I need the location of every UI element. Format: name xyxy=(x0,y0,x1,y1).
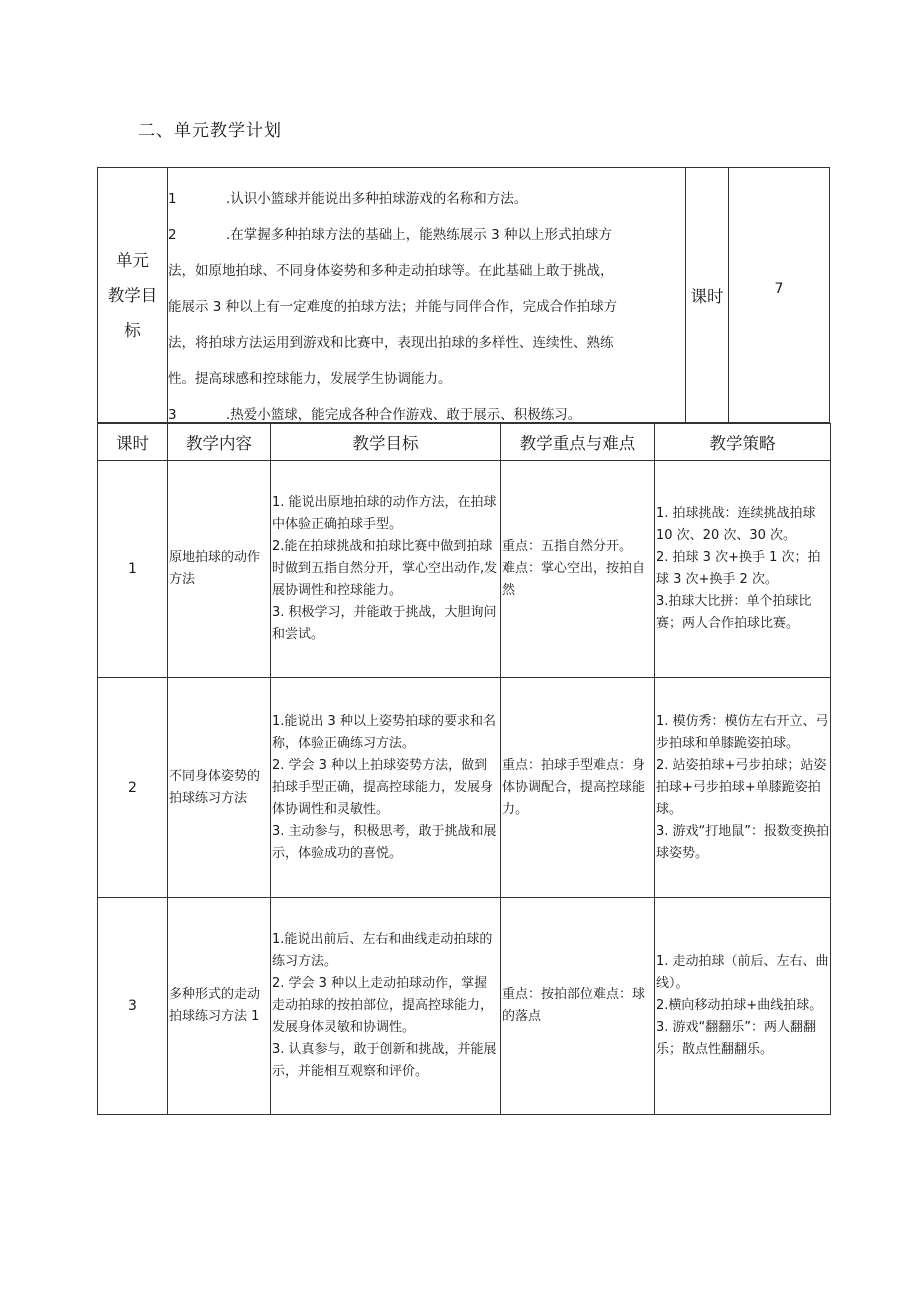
lesson-content: 不同身体姿势的拍球练习方法 xyxy=(168,678,271,898)
unit-goals-label xyxy=(98,168,168,422)
strategy-item: 2.横向移动拍球+曲线拍球。 xyxy=(656,998,823,1013)
lesson-plan-table xyxy=(97,423,831,1115)
lesson-goal-item: 2. 学会 3 种以上走动拍球动作，掌握走动拍球的按拍部位，提高控球能力，发展身体灵敏和协调性。 xyxy=(272,976,494,1035)
lesson-goals xyxy=(271,898,501,1115)
hours-label: 课时 xyxy=(686,168,729,422)
table-row xyxy=(98,898,831,1115)
keypoint-item: 重点：拍球手型难点：身体协调配合，提高控球能力。 xyxy=(502,757,646,817)
lesson-goal-item: 2. 学会 3 种以上拍球姿势方法，做到拍球手型正确，提高控球能力，发展身体协调性和灵敏性。 xyxy=(272,757,494,817)
strategy-item: 1. 走动拍球（前后、左右、曲线）。 xyxy=(656,954,829,991)
lesson-goal-item: 3. 主动参与，积极思考，敢于挑战和展示，体验成功的喜悦。 xyxy=(272,823,497,861)
lesson-number: 1 xyxy=(98,461,168,678)
header-goals: 教学目标 xyxy=(271,424,501,461)
keypoint-item: 重点：五指自然分开。 xyxy=(502,539,633,554)
unit-goals-label-line: 教学目 xyxy=(107,285,158,305)
table-row xyxy=(98,678,831,898)
lesson-strategies xyxy=(655,461,831,678)
lesson-content: 多种形式的走动拍球练习方法 1 xyxy=(168,898,271,1115)
strategy-item: 2. 站姿拍球+弓步拍球；站姿拍球+弓步拍球+单膝跪姿拍球。 xyxy=(656,757,827,817)
lesson-goal-item: 1. 能说出原地拍球的动作方法，在拍球中体验正确拍球手型。 xyxy=(272,495,497,532)
lesson-number: 2 xyxy=(98,678,168,898)
keypoint-item: 难点：掌心空出，按拍自然 xyxy=(502,561,646,598)
header-content: 教学内容 xyxy=(168,424,271,461)
goal-item-2 xyxy=(168,217,685,397)
table-row xyxy=(98,461,831,678)
keypoint-item: 重点：按拍部位难点：球的落点 xyxy=(502,987,646,1024)
goal-line: 性。提高球感和控球能力，发展学生协调能力。 xyxy=(168,371,452,387)
unit-goals-text xyxy=(168,168,686,422)
goal-line: .在掌握多种拍球方法的基础上，能熟练展示 3 种以上形式拍球方 xyxy=(226,227,612,243)
section-heading: 二、单元教学计划 xyxy=(138,121,282,141)
lesson-keypoints xyxy=(501,898,655,1115)
unit-goals-label-line: 标 xyxy=(124,320,141,340)
lesson-number: 3 xyxy=(98,898,168,1115)
lesson-keypoints xyxy=(501,461,655,678)
unit-goals-label-line: 单元 xyxy=(116,250,149,270)
lesson-strategies xyxy=(655,898,831,1115)
table-header-row xyxy=(98,424,831,461)
goal-line: .热爱小篮球，能完成各种合作游戏、敢于展示、积极练习。 xyxy=(226,407,582,423)
lesson-goal-item: 2.能在拍球挑战和拍球比赛中做到拍球时做到五指自然分开，掌心空出动作,发展协调性和控球能力。 xyxy=(272,539,498,598)
goal-line: 能展示 3 种以上有一定难度的拍球方法；并能与同伴合作，完成合作拍球方 xyxy=(168,299,618,315)
header-lesson-number: 课时 xyxy=(98,424,168,461)
strategy-item: 1. 拍球挑战：连续挑战拍球 10 次、20 次、30 次。 xyxy=(656,506,816,543)
lesson-goals xyxy=(271,461,501,678)
header-strategies: 教学策略 xyxy=(655,424,831,461)
lesson-goal-item: 3. 认真参与，敢于创新和挑战，并能展示，并能相互观察和评价。 xyxy=(272,1042,497,1079)
goal-line: 法，将拍球方法运用到游戏和比赛中，表现出拍球的多样性、连续性、熟练 xyxy=(168,335,614,351)
strategy-item: 3.拍球大比拼：单个拍球比赛；两人合作拍球比赛。 xyxy=(656,594,812,631)
lesson-strategies xyxy=(655,678,831,898)
unit-goals-table xyxy=(97,167,830,423)
lesson-goal-item: 3. 积极学习，并能敢于挑战，大胆询问和尝试。 xyxy=(272,605,497,642)
lesson-goal-item: 1.能说出前后、左右和曲线走动拍球的练习方法。 xyxy=(272,932,493,969)
goal-line: 法，如原地拍球、不同身体姿势和多种走动拍球等。在此基础上敢于挑战， xyxy=(168,263,614,279)
goal-number: 2 xyxy=(168,227,177,243)
lesson-content: 原地拍球的动作方法 xyxy=(168,461,271,678)
goal-line: .认识小篮球并能说出多种拍球游戏的名称和方法。 xyxy=(226,191,528,207)
strategy-item: 2. 拍球 3 次+换手 1 次；拍球 3 次+换手 2 次。 xyxy=(656,550,821,587)
hours-value: 7 xyxy=(774,281,784,297)
lesson-keypoints xyxy=(501,678,655,898)
goal-item-1 xyxy=(168,181,685,217)
lesson-goals xyxy=(271,678,501,898)
goal-number: 3 xyxy=(168,407,177,423)
strategy-item: 3. 游戏“翻翻乐”：两人翻翻乐；散点性翻翻乐。 xyxy=(656,1020,817,1057)
strategy-item: 3. 游戏“打地鼠”：报数变换拍球姿势。 xyxy=(656,823,830,861)
lesson-goal-item: 1.能说出 3 种以上姿势拍球的要求和名称，体验正确练习方法。 xyxy=(272,713,496,751)
header-keypoints: 教学重点与难点 xyxy=(501,424,655,461)
goal-number: 1 xyxy=(168,191,177,207)
strategy-item: 1. 模仿秀：模仿左右开立、弓步拍球和单膝跪姿拍球。 xyxy=(656,713,829,751)
